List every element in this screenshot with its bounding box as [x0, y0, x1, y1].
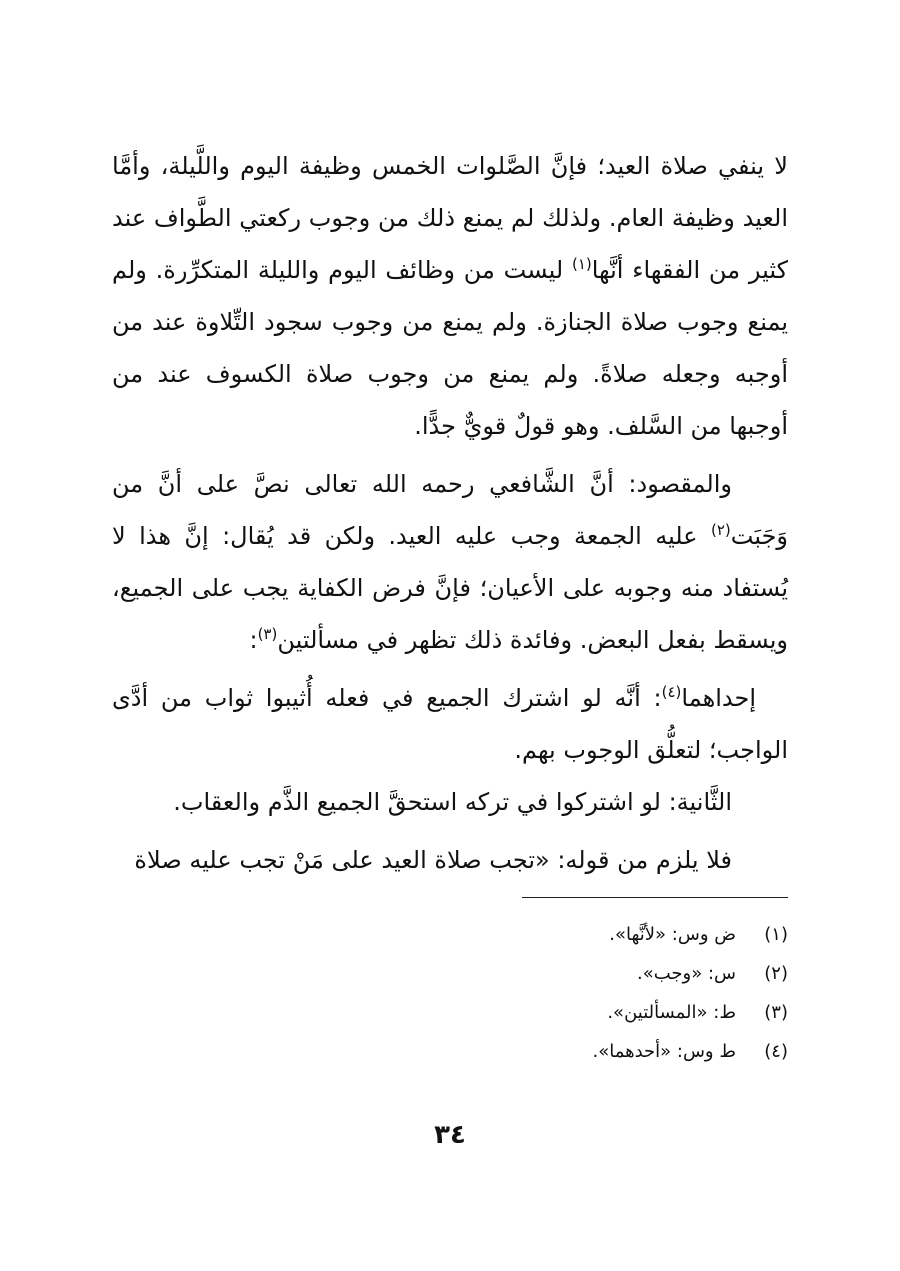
footnote-number: (٣): [764, 1002, 788, 1023]
footnote-number: (٤): [764, 1041, 788, 1062]
footnote-reference: (١): [571, 255, 592, 273]
paragraph: [112, 834, 788, 886]
footnote-item: [112, 954, 788, 993]
footnote-number: (١): [764, 924, 788, 945]
text-run: الثَّانية: لو اشتركوا في تركه استحقَّ الجميع الذَّم والعقاب.: [173, 788, 732, 816]
footnote-text: ط وس: «أحدهما».: [592, 1041, 736, 1062]
text-run: إحداهما: [681, 684, 756, 712]
paragraph: [112, 672, 788, 776]
text-run: ليست من وظائف اليوم والليلة المتكرِّرة. ولم يمنع وجوب صلاة الجنازة. ولم يمنع من وجوب سجود التِّلاوة عند من أوجبه وجعله صلاةً. ولم يمنع من وجوب صلاة الكسوف عند من أوجبها من السَّلف. وهو قولٌ قويٌّ جدًّا.: [112, 256, 788, 440]
paragraph: [112, 458, 788, 666]
footnotes-list: [112, 915, 788, 1071]
footnote-reference: (٢): [710, 521, 731, 539]
book-page: [0, 140, 900, 1271]
paragraph: [112, 140, 788, 452]
footnote-reference: (٤): [661, 683, 682, 701]
main-text: [112, 140, 788, 886]
text-run: :: [249, 626, 258, 654]
text-run: والمقصود: أنَّ الشَّافعي رحمه الله تعالى نصَّ على أنَّ من وَجَبَت: [112, 470, 788, 550]
paragraph: [112, 776, 788, 828]
footnote-item: [112, 915, 788, 954]
footnote-divider: [522, 897, 788, 898]
text-run: لا ينفي صلاة العيد؛ فإنَّ الصَّلوات الخمس وظيفة اليوم واللَّيلة، وأمَّا العيد وظيفة العام. ولذلك لم يمنع ذلك من وجوب ركعتي الطَّواف عند كثير من الفقهاء أنَّها: [112, 152, 788, 284]
footnote-item: [112, 993, 788, 1032]
text-run: : أنَّه لو اشترك الجميع في فعله أُثيبوا ثواب من أدَّى الواجب؛ لتعلُّق الوجوب بهم.: [112, 684, 788, 764]
footnote-number: (٢): [764, 963, 788, 984]
footnote-reference: (٣): [257, 625, 278, 643]
footnote-item: [112, 1032, 788, 1071]
text-run: عليه الجمعة وجب عليه العيد. ولكن قد يُقال: إنَّ هذا لا يُستفاد منه وجوبه على الأعيان؛ فإنَّ فرض الكفاية يجب على الجميع، ويسقط بفعل البعض. وفائدة ذلك تظهر في مسألتين: [112, 522, 788, 654]
footnote-text: ط: «المسألتين».: [607, 1002, 736, 1023]
page-number: ٣٤: [434, 1120, 466, 1150]
footnote-text: ض وس: «لأنَّها».: [609, 924, 736, 945]
text-run: فلا يلزم من قوله: «تجب صلاة العيد على مَنْ تجب عليه صلاة: [134, 846, 732, 874]
footnote-text: س: «وجب».: [637, 963, 736, 984]
